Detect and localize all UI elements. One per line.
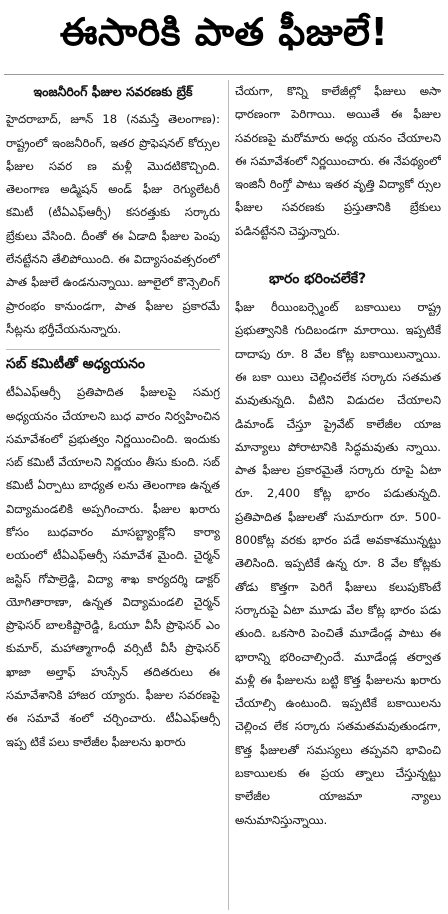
article-columns — [6, 80, 442, 910]
left-subheading: సబ్ కమిటీతో అధ్యయనం — [6, 349, 220, 375]
left-column — [6, 80, 220, 910]
left-paragraph-1: హైదరాబాద్, జూన్ 18 (నమస్తే తెలంగాణ): రాష్ట్రంలో ఇంజనీరింగ్, ఇతర ప్రొఫెషనల్ కోర్సుల ఫీజుల సవర ణ మళ్లీ మొదటికొచ్చింది. తెలంగాణ అడ్మిషన్ అండ్ ఫీజు రెగ్యులేటరీ కమిటీ (టీఏఎఫ్ఆర్సీ) కసరత్తుకు సర్కారు బ్రేకులు వేసింది. దీంతో ఈ ఏడాది ఫీజుల పెంపు లేనట్టేనని తేలిపోయింది. ఈ విద్యాసంవత్సరంలో పాత ఫీజులే ఉండనున్నాయి. జూలైలో కౌన్సెలింగ్ ప్రారంభం కానుండగా, పాత ఫీజుల ప్రకారమే సీట్లను భర్తీచేయనున్నారు. — [6, 112, 220, 336]
headline: ఈసారికి పాత ఫీజులే! — [4, 0, 444, 75]
right-subheading: భారం భరించలేకే? — [269, 271, 367, 288]
right-paragraph-1: చేయగా, కొన్ని కాలేజీల్లో ఫీజులు అసా ధారణంగా పెరిగాయి. అయితే ఈ ఫీజుల సవరణపై మరోమారు అధ్య యనం చేయాలని ఈ సమావేశంలో నిర్ణయించారు. ఈ నేపథ్యంలో ఇంజినీ రింగ్తో పాటు ఇతర వృత్తి విద్యాకో ర్సుల ఫీజుల సవరణకు ప్రస్తుతానికి బ్రేకులు పడినట్టేనని చెప్తున్నారు. — [235, 84, 441, 238]
right-paragraph-2: ఫీజు రీయింబర్స్మెంట్ బకాయిలు రాష్ట్ర ప్రభుత్వానికి గుదిబండగా మారాయి. ఇప్పటికే దాదాపు రూ. 8 వేల కోట్ల బకాయిలున్నాయి. ఈ బకా యిలు చెల్లించలేక సర్కారు సతమత మవుతున్నది. వీటిని విడుదల చేయాలని డిమాండ్ చేస్తూ ప్రైవేట్ కాలేజీల యాజ మాన్యాలు పోరాటానికి సిద్ధమవుతు న్నాయి. పాత ఫీజుల ప్రకారమైతే సర్కారు రూపై ఏటా రూ. 2,400 కోట్ల భారం పడుతున్నది. ప్రతిపాదిత ఫీజులతో సుమారుగా రూ. 500-800కోట్ల వరకు భారం పడే అవకాశమున్నట్టు తెలిసింది. ఇప్పటికే ఉన్న రూ. 8 వేల కోట్లకు తోడు కొత్తగా పెరిగే ఫీజులు కలుపుకొంటే సర్కారుపై ఏటా మూడు వేల కోట్ల భారం పడు తుంది. ఒకసారి పెంచితే మూడేండ్ల పాటు ఈ భారాన్ని భరించాల్సిందే. మూడేండ్ల తర్వాత మళ్లీ ఈ ఫీజులను బట్టి కొత్త ఫీజులను ఖరారు చేయాల్సి ఉంటుంది. ఇప్పటికే బకాయిలను చెల్లించ లేక సర్కారు సతమతమవుతుండగా, కొత్త ఫీజులతో సమస్యలు తప్పవని భావించి బకాయిలకు ఈ ప్రయ త్నాలు చేస్తున్నట్టు కాలేజీల యాజమా న్యాలు అనుమానిస్తున్నాయి. — [235, 300, 441, 827]
left-paragraph-2: టీఏఎఫ్ఆర్సీ ప్రతిపాదిత ఫీజులపై సమగ్ర అధ్యయనం చేయాలని బుధ వారం నిర్వహించిన సమావేశంలో ప్రభుత్వం నిర్ణయించింది. ఇందుకు సబ్ కమిటీ వేయాలని నిర్ణయం తీసు కుంది. సబ్ కమిటీ ఏర్పాటు బాధ్యత లను తెలంగాణ ఉన్నత విద్యామండలికి అప్పగించారు. ఫీజుల ఖరారు కోసం బుధవారం మాసబ్ట్యాంక్లోని కార్యా లయంలో టీఏఎఫ్ఆర్సీ సమావేశ మైంది. చైర్మన్ జస్టిస్ గోపాల్రెడ్డి, విద్యా శాఖ కార్యదర్శి డాక్టర్ యోగితారాణా, ఉన్నత విద్యామండలి చైర్మన్ ప్రొఫెసర్ బాలకిష్టారెడ్డి, ఓయూ వీసీ ప్రొఫెసర్ ఎం కుమార్, మహాత్మాగాంధీ వర్సిటీ వీసీ ప్రొఫెసర్ ఖాజా అల్తాఫ్ హుస్సేన్ తదితరులు ఈ సమావేశానికి హాజర య్యారు. ఫీజుల సవరణపై ఈ సమావే శంలో చర్చించారు. టీఏఎఫ్ఆర్సీ ఇప్ప టికే పలు కాలేజీల ఫీజులను ఖరారు — [6, 385, 220, 749]
right-column — [228, 80, 441, 910]
kicker-subtitle: ఇంజనీరింగ్ ఫీజుల సవరణకు బ్రేక్ — [33, 84, 193, 99]
